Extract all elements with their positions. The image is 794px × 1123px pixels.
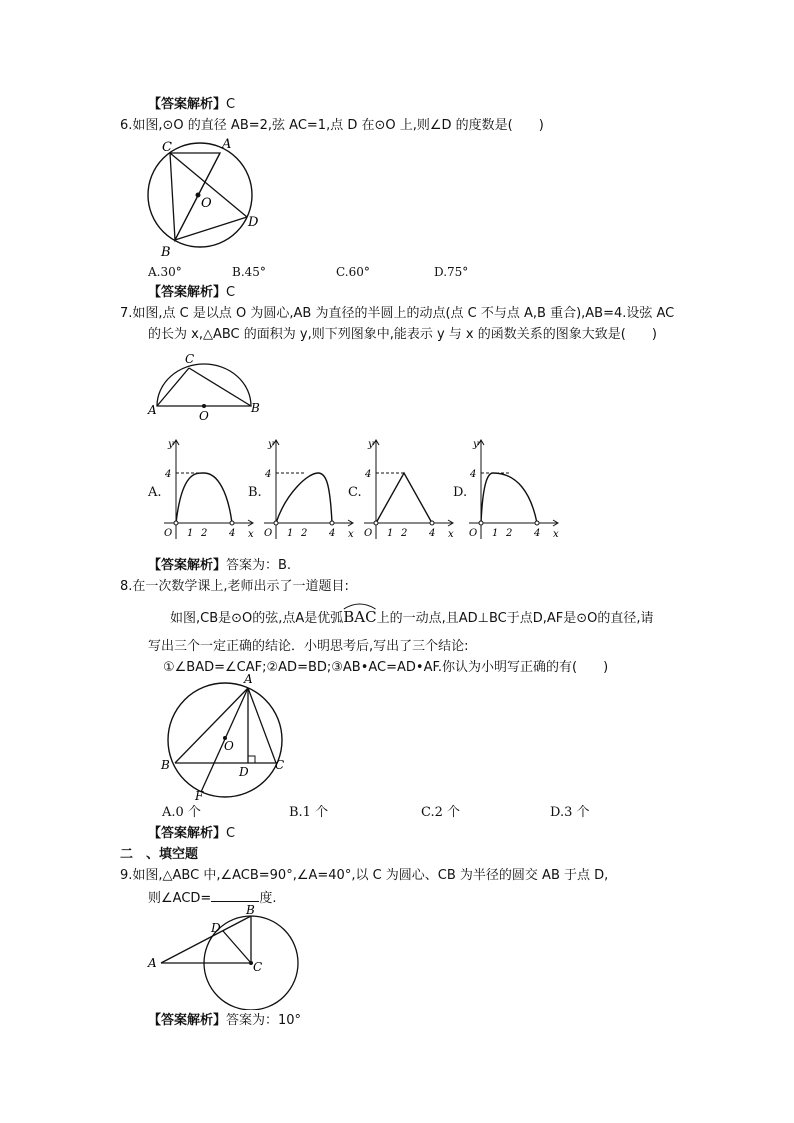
function-curve [376,473,432,523]
label-D: D [248,215,259,230]
tick-label-4: 4 [534,528,541,539]
label-B: B [251,401,260,415]
q9-line2-a: 则∠ACD= [148,891,212,906]
label-A: A [148,956,157,970]
answer-value: C [226,97,236,112]
q9-answer [148,1013,301,1029]
tick-label-2: 2 [301,528,308,539]
q7-graph-d [467,435,562,545]
open-point-end [430,521,434,525]
q6-option-b: B.45° [232,265,266,279]
open-point-end [330,521,334,525]
peak-label: 4 [165,469,172,480]
tick-label-4: 4 [429,528,436,539]
tick-label-1: 1 [287,528,294,539]
q7-graph-a [162,435,257,545]
function-curve [176,473,232,523]
q8-option-c: C.2 个 [421,805,461,820]
answer-value: C [226,826,236,841]
origin-label: O [264,528,273,539]
q7-option-b: B. [248,485,262,500]
q9-line2-b: 度. [259,891,277,906]
open-point-end [535,521,539,525]
open-point-origin [274,521,278,525]
q8-problem-a: 如图,CB是⊙O的弦,点A是优弧 [170,611,344,626]
q6-answer [148,285,235,301]
q6-figure [140,135,270,263]
answer-label: 【答案解析】 [148,826,227,841]
open-point-origin [374,521,378,525]
label-D: D [239,765,249,779]
label-B: B [161,758,170,772]
open-point-origin [174,521,178,525]
label-B: B [161,245,171,260]
arc-bac [343,609,376,625]
origin-label: O [364,528,373,539]
answer-label: 【答案解析】 [148,1013,227,1028]
tick-label-1: 1 [187,528,194,539]
q7-option-a: A. [148,485,162,500]
label-O: O [224,739,234,753]
q8-option-a: A.0 个 [162,805,201,820]
tick-label-4: 4 [229,528,236,539]
label-O: O [199,409,209,422]
origin-label: O [164,528,173,539]
label-D: D [211,921,221,935]
tick-label-2: 2 [201,528,208,539]
q8-problem-line1 [170,609,654,627]
open-point-origin [479,521,483,525]
q7-option-d: D. [453,485,468,500]
q7-line1: 7.如图,点 C 是以点 O 为圆心,AB 为直径的半圆上的动点(点 C 不与点 A,B 重合),AB=4.设弦 AC [120,306,675,321]
section-title: 二 、填空题 [120,847,199,862]
q9-figure [145,905,300,1010]
label-C: C [275,758,285,772]
answer-label: 【答案解析】 [148,285,227,300]
q8-option-b: B.1 个 [289,805,329,820]
q7-graph-b [262,435,357,545]
q7-graph-c [362,435,457,545]
label-C: C [253,960,263,974]
q6-option-c: C.60° [336,265,370,279]
x-axis-label: x [448,529,454,540]
q8-answer [148,826,235,842]
x-axis-label: x [348,529,354,540]
arc-text: BAC [343,608,377,626]
tick-label-2: 2 [401,528,408,539]
q6-option-a: A.30° [148,265,182,279]
peak-label: 4 [265,469,272,480]
answer-value: C [226,285,236,300]
label-A: A [148,403,157,417]
function-curve [481,473,537,523]
y-axis-label: y [368,439,374,450]
q8-figure [155,672,290,802]
y-axis-label: y [268,439,274,450]
tick-label-1: 1 [492,528,499,539]
peak-label: 4 [470,469,477,480]
peak-label: 4 [365,469,372,480]
label-A: A [244,672,253,686]
tick-label-4: 4 [329,528,336,539]
answer-value: 答案为：B. [226,558,292,573]
q8-intro: 8.在一次数学课上,老师出示了一道题目: [120,579,349,594]
tick-label-1: 1 [387,528,394,539]
q7-line2: 的长为 x,△ABC 的面积为 y,则下列图象中,能表示 y 与 x 的函数关系的图象大致是( ) [148,327,657,342]
answer-blank [211,889,259,902]
answer-label: 【答案解析】 [148,558,227,573]
label-O: O [201,196,212,211]
q8-problem-b: 上的一动点,且AD⊥BC于点D,AF是⊙O的直径,请 [376,611,654,626]
q7-option-c: C. [348,485,362,500]
answer-value: 答案为：10° [226,1013,302,1028]
open-point-end [230,521,234,525]
label-B: B [246,905,255,917]
function-curve [276,473,332,523]
q9-line1: 9.如图,△ABC 中,∠ACB=90°,∠A=40°,以 C 为圆心、CB 为半径的圆交 AB 于点 D, [120,868,609,883]
answer-label: 【答案解析】 [148,97,227,112]
label-C: C [162,140,172,155]
x-axis-label: x [553,529,559,540]
q6-question: 6.如图,⊙O 的直径 AB=2,弦 AC=1,点 D 在⊙O 上,则∠D 的度数是( ) [120,118,544,133]
q8-statements: ①∠BAD=∠CAF;②AD=BD;③AB•AC=AD•AF.你认为小明写正确的有( ) [163,660,609,675]
q7-semicircle-figure [145,350,265,422]
q5-answer [148,97,235,113]
label-C: C [185,352,195,366]
arc-mark-icon [343,602,376,610]
q7-answer [148,558,291,574]
y-axis-label: y [168,439,174,450]
q8-problem-line2: 写出三个一定正确的结论．小明思考后,写出了三个结论: [148,639,469,654]
label-A: A [222,137,232,152]
x-axis-label: x [248,529,254,540]
q6-option-d: D.75° [434,265,469,279]
origin-label: O [469,528,478,539]
label-F: F [195,789,204,802]
y-axis-label: y [473,439,479,450]
q8-option-d: D.3 个 [550,805,590,820]
tick-label-2: 2 [506,528,513,539]
